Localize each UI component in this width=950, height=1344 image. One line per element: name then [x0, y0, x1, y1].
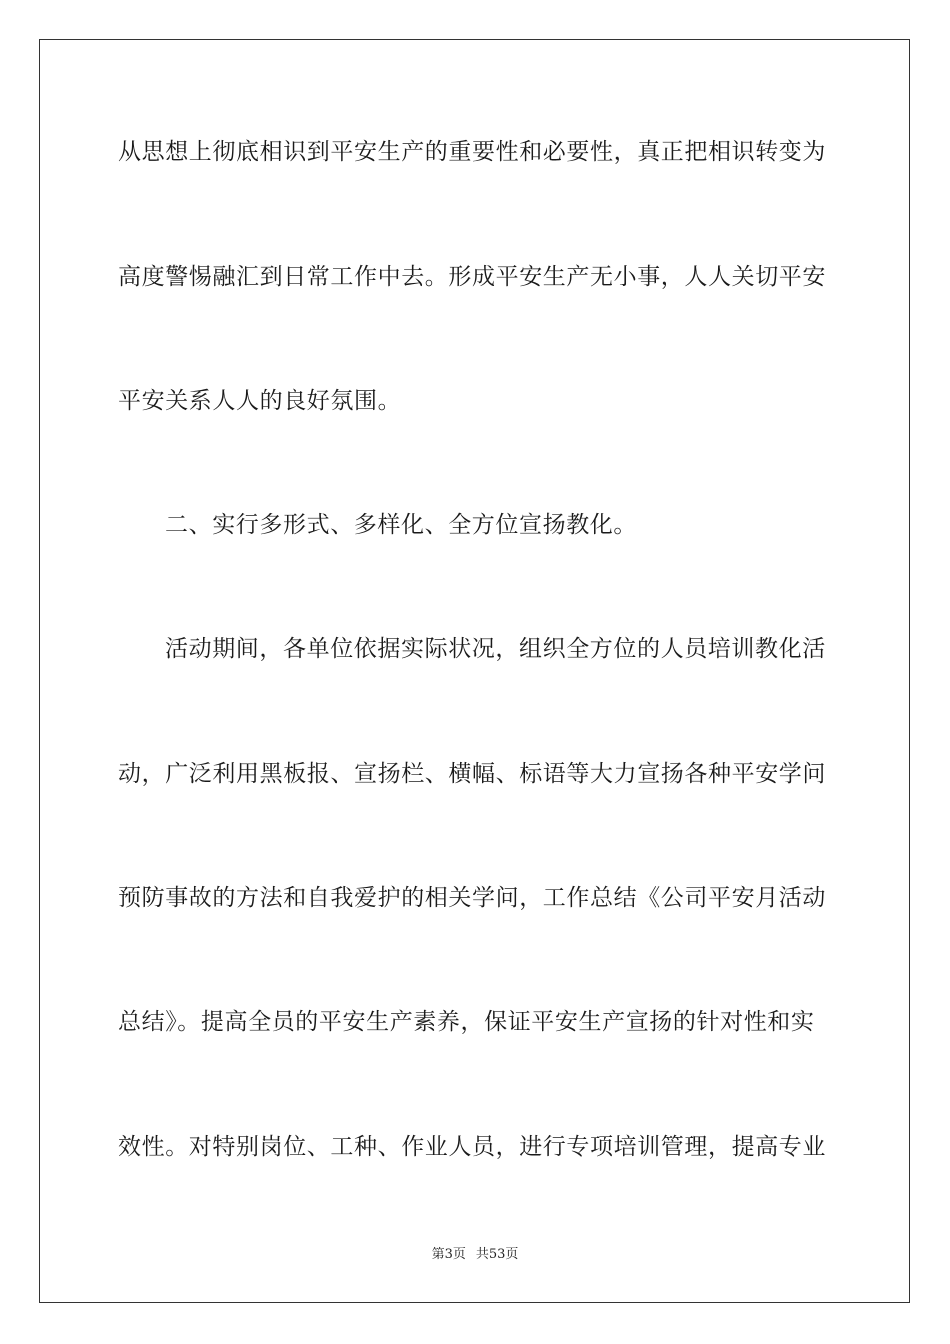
- total-pages: 共53页: [475, 1247, 519, 1262]
- page-footer: [0, 1246, 950, 1264]
- body-text-line: 动，广泛利用黑板报、宣扬栏、横幅、标语等大力宣扬各种平安学问: [118, 761, 826, 787]
- body-text-line: 总结》。提高全员的平安生产素养，保证平安生产宣扬的针对性和实: [118, 1009, 815, 1035]
- body-text-line: 高度警惕融汇到日常工作中去。形成平安生产无小事，人人关切平安: [118, 264, 826, 290]
- page-border: [39, 39, 910, 1303]
- page-number: 第3页: [431, 1247, 466, 1262]
- body-text-line: 预防事故的方法和自我爱护的相关学问，工作总结《公司平安月活动: [118, 885, 826, 911]
- body-text-line: 平安关系人人的良好氛围。: [118, 388, 402, 414]
- body-text-line: 效性。对特别岗位、工种、作业人员，进行专项培训管理，提高专业: [118, 1134, 826, 1160]
- section-heading: 二、实行多形式、多样化、全方位宣扬教化。: [165, 512, 637, 538]
- body-text-line: 活动期间，各单位依据实际状况，组织全方位的人员培训教化活: [165, 636, 826, 662]
- body-text-line: 从思想上彻底相识到平安生产的重要性和必要性，真正把相识转变为: [118, 139, 826, 165]
